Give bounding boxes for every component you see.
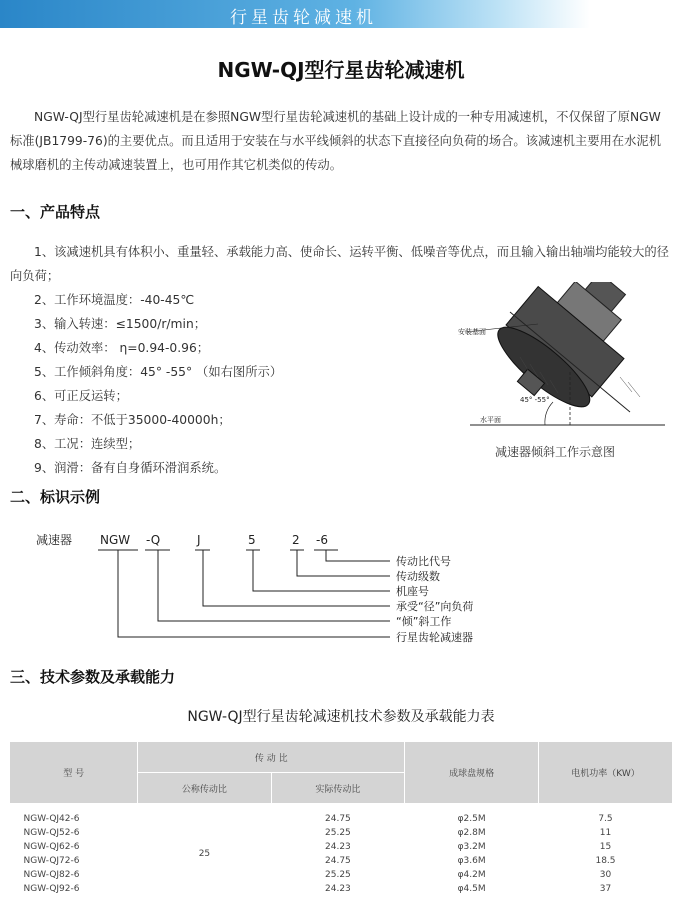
cell-model: NGW-QJ72-6 <box>23 856 80 866</box>
code-part-6: -6 <box>316 533 328 547</box>
reducer-drawing <box>481 282 657 426</box>
cell-mill: φ2.5M <box>457 814 486 824</box>
header-ratio: 传 动 比 <box>138 742 405 773</box>
model-code-diagram <box>0 528 682 658</box>
cell-actual: 24.23 <box>325 842 351 852</box>
feature-item: 2、工作环境温度：-40-45℃ <box>34 293 195 307</box>
header-band-title: 行星齿轮减速机 <box>230 8 377 28</box>
feature-item: 1、该减速机具有体积小、重量轻、承载能力高、使命长、运转平衡、低噪音等优点，而且输入输出轴端均能较大的径向负荷； <box>10 245 669 283</box>
tilt-diagram <box>440 282 670 462</box>
feature-item: 7、寿命：不低于35000-40000h； <box>34 413 231 427</box>
cell-mill: φ3.2M <box>457 842 486 852</box>
header-nominal: 公称传动比 <box>138 773 271 804</box>
code-meaning-ratio: 传动比代号 <box>396 555 451 568</box>
section-marking-heading: 二、标识示例 <box>10 488 101 506</box>
cell-mill: φ4.5M <box>457 884 486 894</box>
cell-power: 7.5 <box>598 814 613 824</box>
table-row <box>10 854 673 868</box>
spec-table <box>9 741 673 896</box>
cell-mill: φ4.2M <box>457 870 486 880</box>
document-title: NGW-QJ型行星齿轮减速机 <box>217 58 465 82</box>
table-row <box>10 868 673 882</box>
cell-actual: 24.75 <box>325 814 351 824</box>
code-part-2: 2 <box>292 533 300 547</box>
cell-model: NGW-QJ52-6 <box>23 828 80 838</box>
angle-arc <box>545 402 553 425</box>
cell-actual: 24.75 <box>325 856 351 866</box>
code-part-ngw: NGW <box>100 533 131 547</box>
cell-mill: φ3.6M <box>457 856 486 866</box>
code-part-5: 5 <box>248 533 256 547</box>
code-part-j: J <box>197 533 201 547</box>
cell-model: NGW-QJ62-6 <box>23 842 80 852</box>
table-row <box>10 804 673 827</box>
cell-power: 30 <box>599 870 612 880</box>
code-connector-lines <box>98 550 390 637</box>
table-row <box>10 840 673 854</box>
cell-actual: 25.25 <box>325 828 351 838</box>
code-meaning-stages: 传动级数 <box>396 570 440 583</box>
intro-paragraph <box>10 105 670 177</box>
header-power: 电机功率（KW） <box>539 742 673 804</box>
section-features-heading: 一、产品特点 <box>10 203 101 221</box>
install-base-label: 安装基面 <box>458 328 486 336</box>
code-meaning-planetary: 行星齿轮减速器 <box>396 631 473 644</box>
feature-item: 8、工况：连续型； <box>34 437 141 451</box>
intro-text: NGW-QJ型行星齿轮减速机是在参照NGW型行星齿轮减速机的基础上设计成的一种专用减速机，不仅保留了原NGW标准(JB1799-76)的主要优点。而且适用于安装在与水平线倾斜的状态下直接径向负荷的场合。该减速机主要用在水泥机械球磨机的主传动减速装置上，也可用作其它机类似的传动。 <box>10 110 661 172</box>
code-meaning-tilt: “倾”斜工作 <box>396 615 452 628</box>
cell-actual: 25.25 <box>325 870 351 880</box>
feature-item: 6、可正反运转； <box>34 389 128 403</box>
table-row <box>10 882 673 896</box>
section-tech-heading: 三、技术参数及承载能力 <box>10 668 176 686</box>
cell-nominal: 25 <box>198 849 211 859</box>
angle-label: 45° -55° <box>520 396 550 404</box>
horizontal-label: 水平面 <box>480 416 501 424</box>
feature-item: 3、输入转速：≤1500/r/min； <box>34 317 207 331</box>
code-meaning-frame: 机座号 <box>396 585 429 598</box>
feature-item: 9、润滑：备有自身循环滑润系统。 <box>34 461 227 475</box>
diagram-caption: 减速器倾斜工作示意图 <box>494 445 615 459</box>
header-actual: 实际传动比 <box>271 773 405 804</box>
cell-power: 11 <box>599 828 612 838</box>
feature-item: 5、工作倾斜角度：45° -55° （如右图所示） <box>34 365 283 379</box>
cell-model: NGW-QJ42-6 <box>23 814 80 824</box>
cell-power: 37 <box>599 884 612 894</box>
cell-model: NGW-QJ92-6 <box>23 884 80 894</box>
header-mill: 成球盘规格 <box>405 742 539 804</box>
cell-model: NGW-QJ82-6 <box>23 870 80 880</box>
code-prefix: 减速器 <box>36 533 73 547</box>
header-band <box>0 0 590 28</box>
cell-power: 15 <box>599 842 612 852</box>
header-model: 型 号 <box>10 742 138 804</box>
table-title: NGW-QJ型行星齿轮减速机技术参数及承载能力表 <box>187 709 495 725</box>
code-meaning-radial: 承受“径”向负荷 <box>396 600 474 613</box>
table-row <box>10 826 673 840</box>
cell-actual: 24.23 <box>325 884 351 894</box>
cell-mill: φ2.8M <box>457 828 486 838</box>
code-part-q: -Q <box>146 533 161 547</box>
cell-power: 18.5 <box>595 856 616 866</box>
feature-item: 4、传动效率： η=0.94-0.96； <box>34 341 210 355</box>
